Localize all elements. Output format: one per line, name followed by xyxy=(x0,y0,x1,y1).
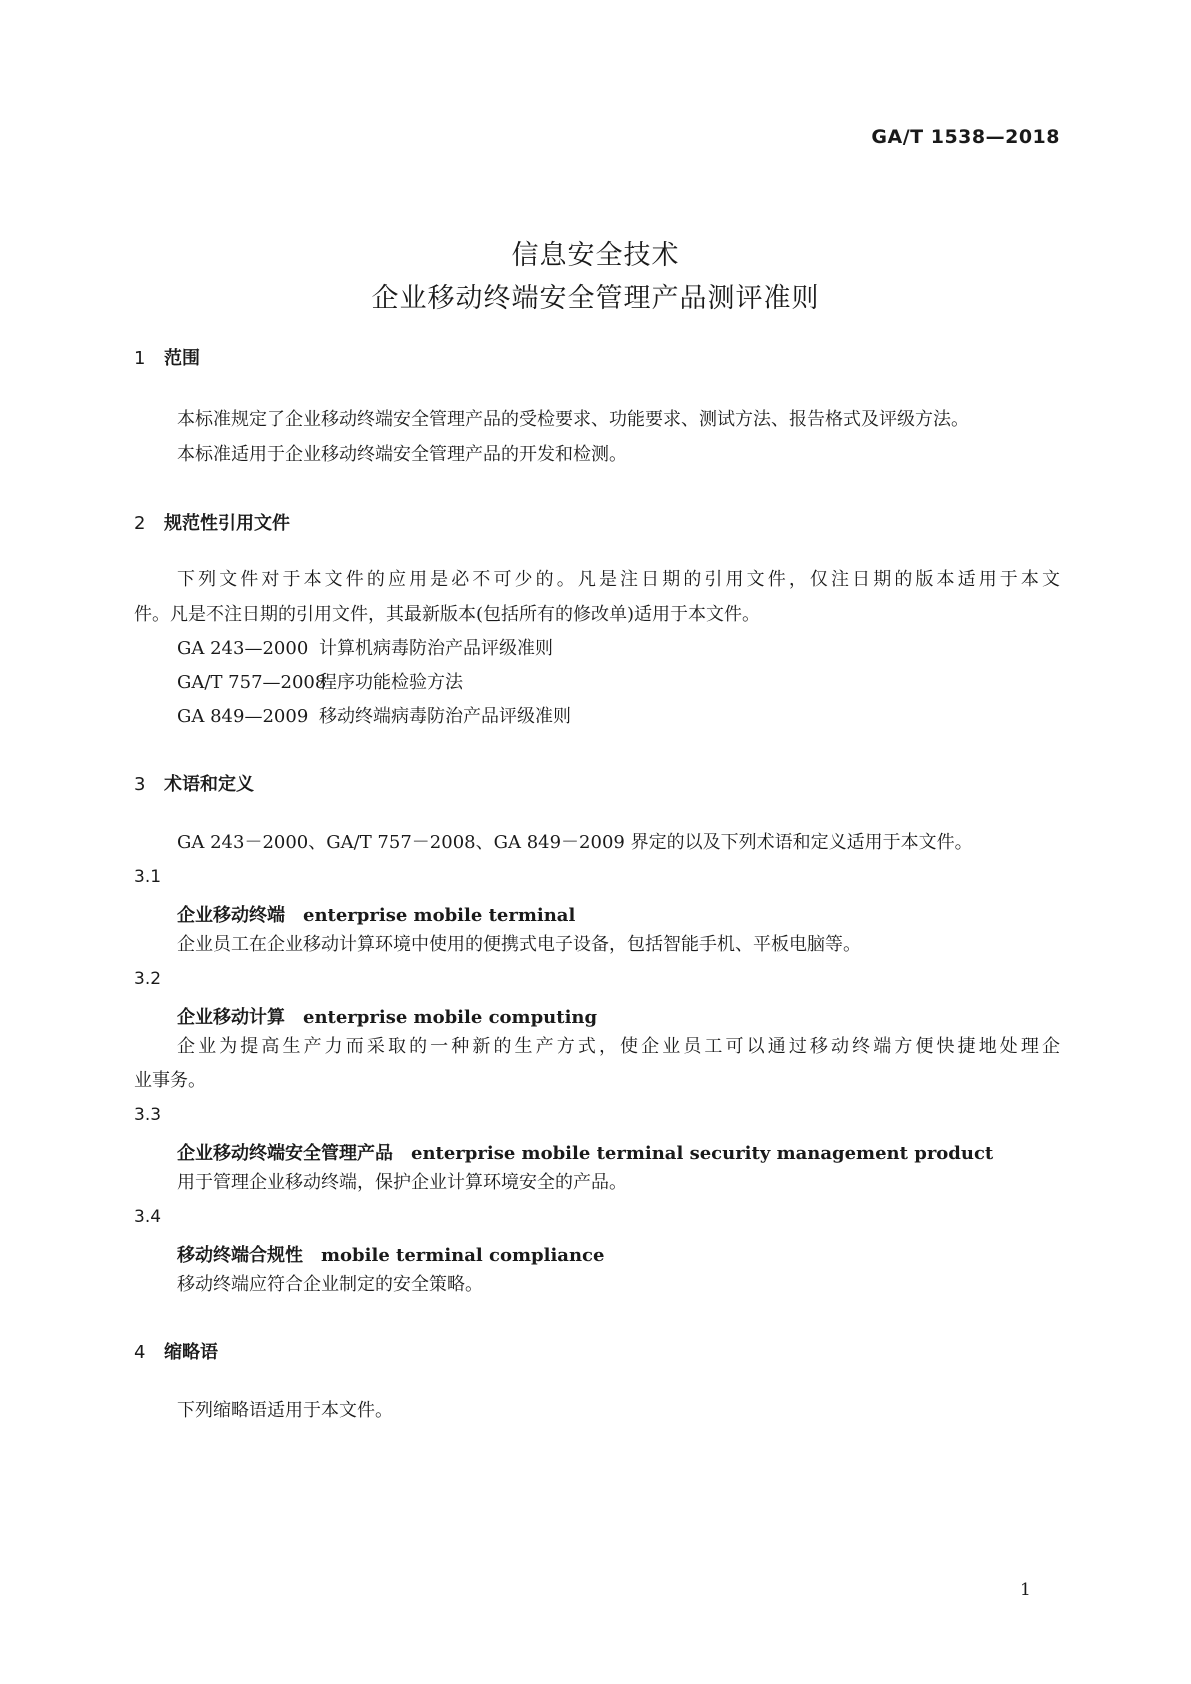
term-number: 3.2 xyxy=(134,969,162,989)
reference-title: 程序功能检验方法 xyxy=(319,672,463,693)
term-english: enterprise mobile terminal xyxy=(303,905,576,926)
term-chinese: 企业移动终端安全管理产品 xyxy=(177,1143,393,1164)
section-number: 1 xyxy=(134,348,146,369)
section-number: 2 xyxy=(134,513,146,534)
term-definition: 企业员工在企业移动计算环境中使用的便携式电子设备，包括智能手机、平板电脑等。 xyxy=(177,934,861,955)
document-title-line-1: 信息安全技术 xyxy=(511,240,680,271)
page-number: 1 xyxy=(1020,1580,1031,1600)
term-definition-line-1: 企业为提高生产力而采取的一种新的生产方式，使企业员工可以通过移动终端方便快捷地处理企 xyxy=(177,1036,1060,1057)
standard-code: GA/T 1538—2018 xyxy=(871,126,1060,148)
term-number: 3.3 xyxy=(134,1105,162,1125)
term-chinese: 企业移动计算 xyxy=(177,1007,285,1028)
term-definition-line-2: 业事务。 xyxy=(134,1070,206,1091)
term-definition: 用于管理企业移动终端，保护企业计算环境安全的产品。 xyxy=(177,1172,627,1193)
normative-reference xyxy=(177,639,553,659)
term-english: enterprise mobile computing xyxy=(303,1007,598,1028)
reference-code: GA 849—2009 xyxy=(177,706,309,727)
section-3-heading xyxy=(134,770,254,796)
section-1-paragraph-2: 本标准适用于企业移动终端安全管理产品的开发和检测。 xyxy=(177,444,627,465)
reference-title: 计算机病毒防治产品评级准则 xyxy=(319,638,553,659)
term-entry xyxy=(177,901,575,927)
term-chinese: 移动终端合规性 xyxy=(177,1245,303,1266)
normative-reference xyxy=(177,673,463,693)
reference-code: GA 243—2000 xyxy=(177,638,309,659)
term-entry xyxy=(177,1003,597,1029)
reference-title: 移动终端病毒防治产品评级准则 xyxy=(319,706,571,727)
term-definition: 移动终端应符合企业制定的安全策略。 xyxy=(177,1274,483,1295)
section-title: 规范性引用文件 xyxy=(164,513,290,534)
section-2-heading xyxy=(134,509,290,535)
section-number: 4 xyxy=(134,1342,146,1363)
term-english: enterprise mobile terminal security management product xyxy=(411,1143,994,1164)
section-title: 术语和定义 xyxy=(164,774,254,795)
section-1-heading xyxy=(134,344,200,370)
section-title: 缩略语 xyxy=(164,1342,218,1363)
term-entry xyxy=(177,1241,604,1267)
section-3-intro: GA 243－2000、GA/T 757－2008、GA 849－2009 界定的以及下列术语和定义适用于本文件。 xyxy=(177,832,973,853)
term-chinese: 企业移动终端 xyxy=(177,905,285,926)
term-number: 3.4 xyxy=(134,1207,162,1227)
section-1-paragraph-1: 本标准规定了企业移动终端安全管理产品的受检要求、功能要求、测试方法、报告格式及评级方法。 xyxy=(177,409,969,430)
section-2-paragraph-line-2: 件。凡是不注日期的引用文件，其最新版本(包括所有的修改单)适用于本文件。 xyxy=(134,604,761,625)
section-title: 范围 xyxy=(164,348,200,369)
section-4-heading xyxy=(134,1338,218,1364)
section-4-paragraph: 下列缩略语适用于本文件。 xyxy=(177,1400,393,1421)
section-number: 3 xyxy=(134,774,146,795)
section-2-paragraph-line-1: 下列文件对于本文件的应用是必不可少的。凡是注日期的引用文件，仅注日期的版本适用于本文 xyxy=(177,569,1060,590)
term-english: mobile terminal compliance xyxy=(321,1245,605,1266)
term-entry xyxy=(177,1139,993,1165)
document-title-line-2: 企业移动终端安全管理产品测评准则 xyxy=(371,283,820,314)
term-number: 3.1 xyxy=(134,867,162,887)
reference-code: GA/T 757—2008 xyxy=(177,672,327,693)
normative-reference xyxy=(177,707,571,727)
